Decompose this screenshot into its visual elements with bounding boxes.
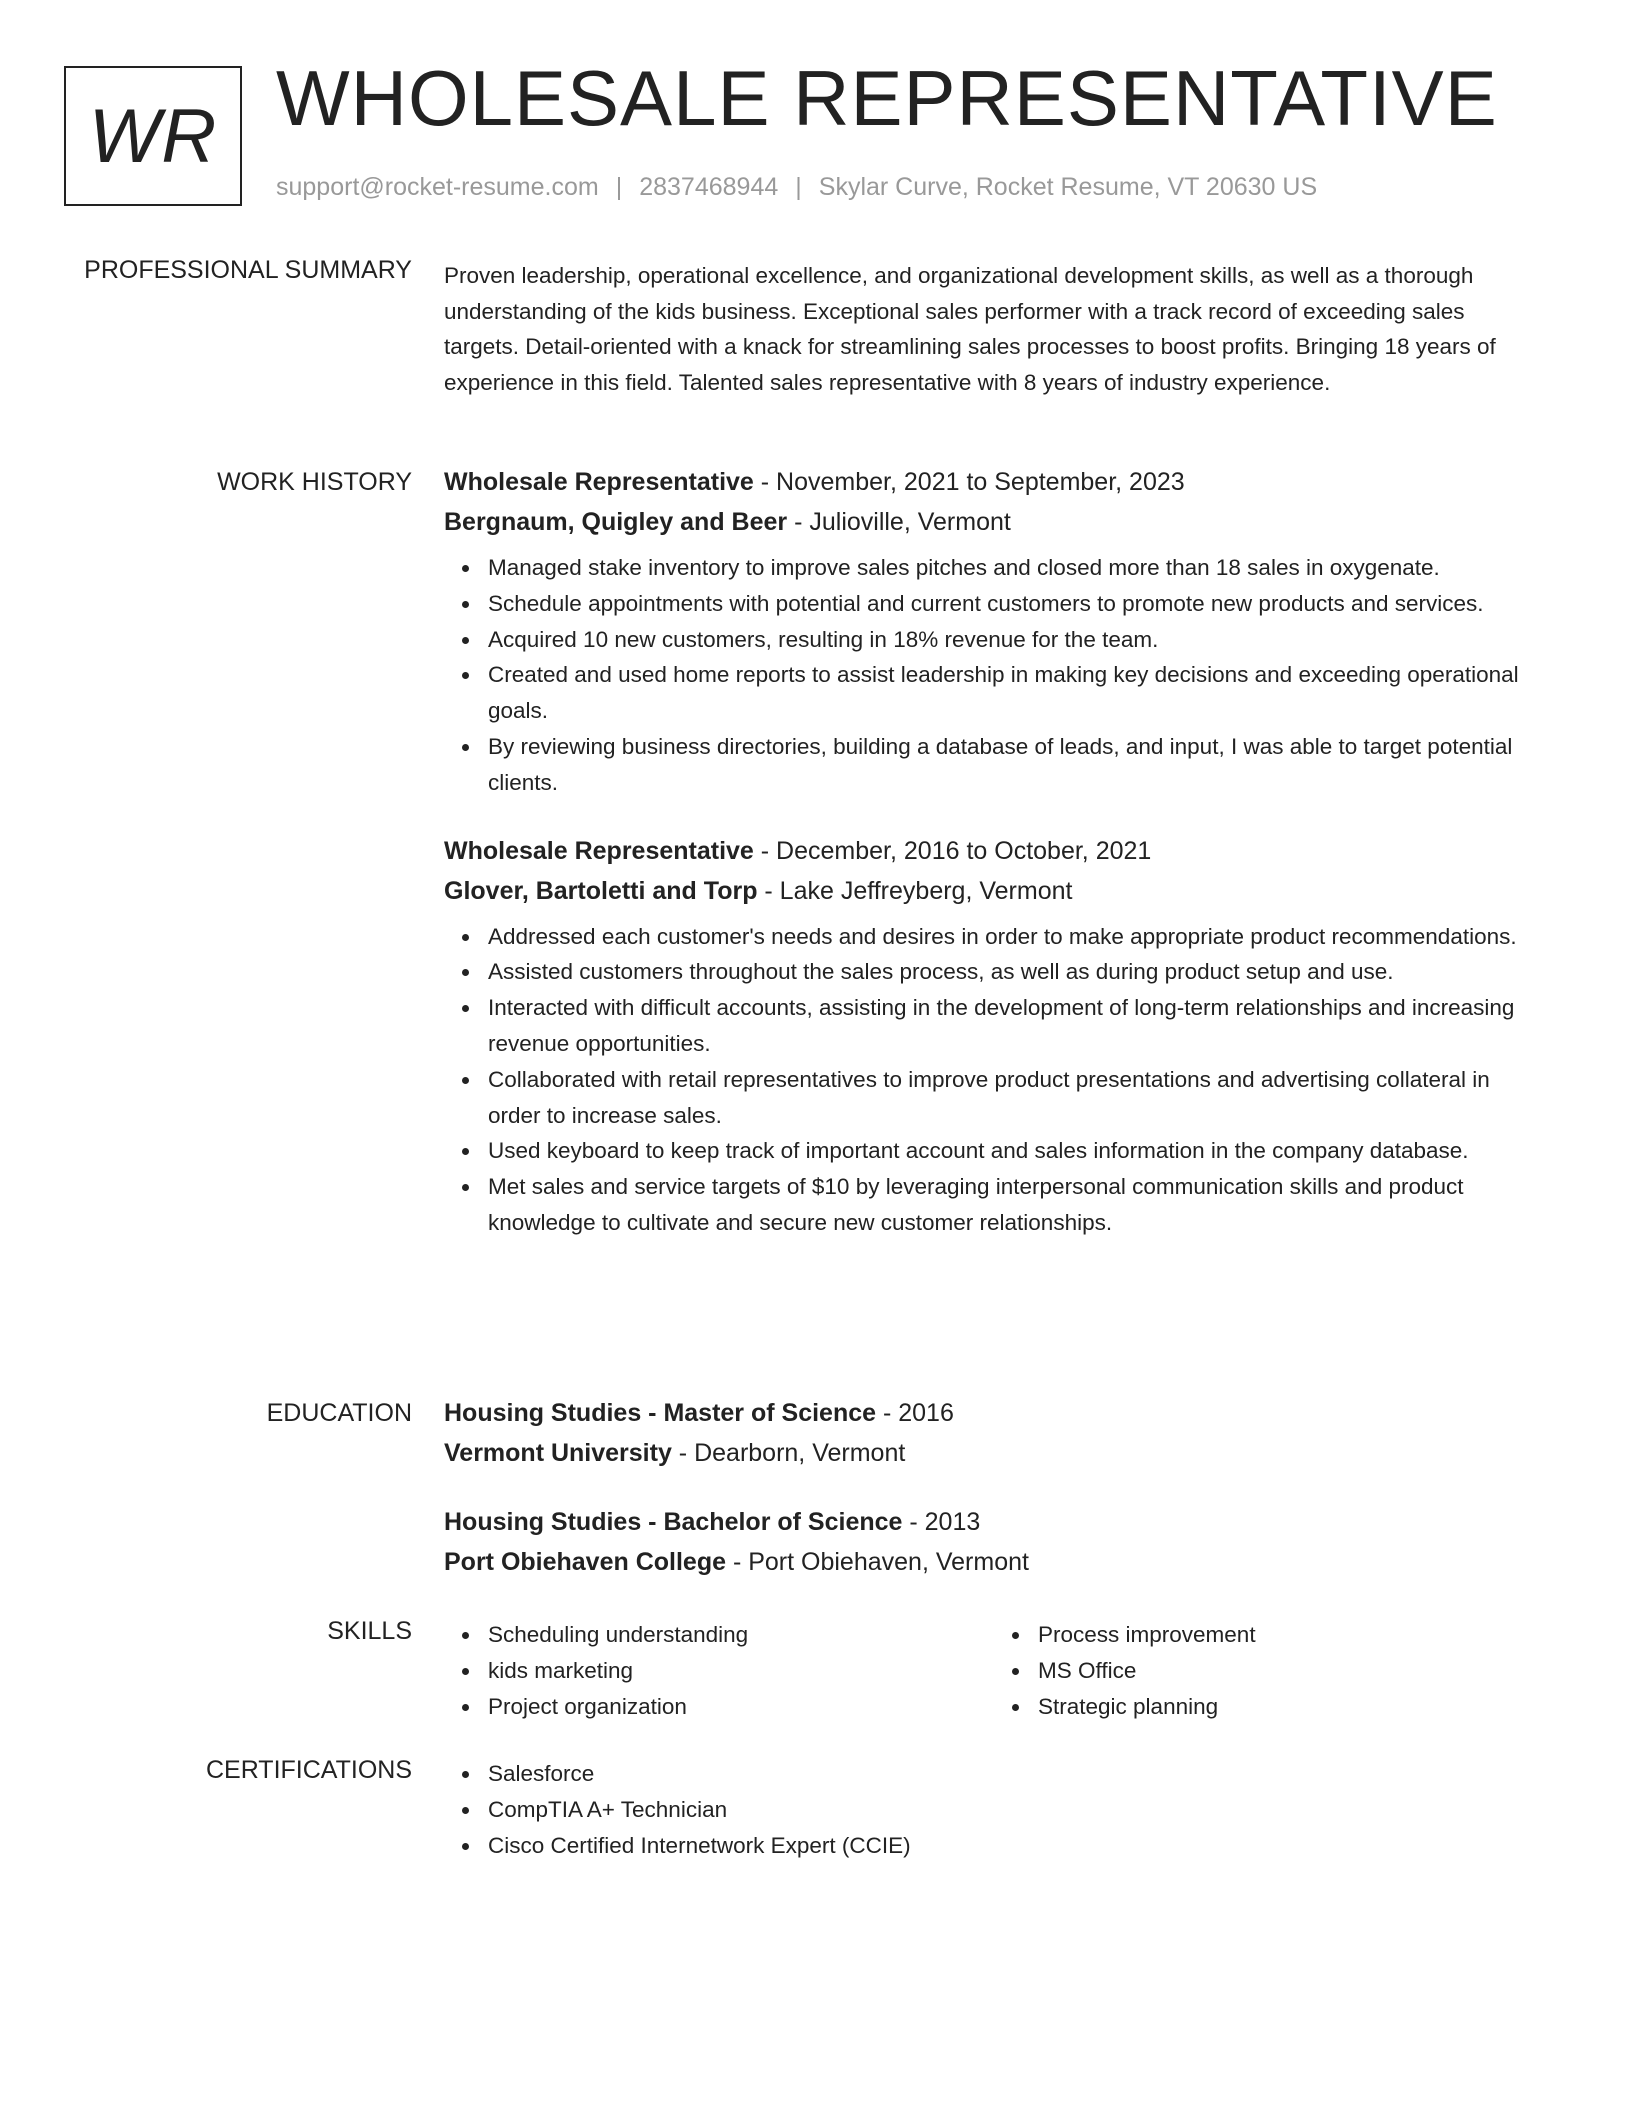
degree: Housing Studies - Bachelor of Science [444,1508,903,1536]
list-item: kids marketing [488,1653,994,1689]
job-title-line [444,462,1544,502]
education-entry [444,1393,1544,1473]
degree-line [444,1502,1544,1542]
skills-list-right [994,1617,1544,1724]
section-heading-work: WORK HISTORY [217,468,412,496]
school-location: - Port Obiehaven, Vermont [726,1548,1029,1576]
school: Port Obiehaven College [444,1548,727,1576]
list-item: Managed stake inventory to improve sales pitches and closed more than 18 sales in oxygenate. [488,550,1544,586]
list-item: Used keyboard to keep track of important account and sales information in the company database. [488,1133,1544,1169]
list-item: Assisted customers throughout the sales process, as well as during product setup and use. [488,954,1544,990]
skills-columns [444,1617,1544,1724]
list-item: Scheduling understanding [488,1617,994,1653]
job-entry [444,831,1544,1241]
contact-separator: | [795,173,802,201]
degree-year: - 2013 [902,1508,981,1536]
job-title-line [444,831,1544,871]
job-company: Glover, Bartoletti and Torp [444,876,758,905]
list-item: Schedule appointments with potential and current customers to promote new products and services. [488,586,1544,622]
school: Vermont University [444,1439,672,1467]
education-entry [444,1502,1544,1582]
contact-phone[interactable]: 2837468944 [639,173,779,201]
list-item: CompTIA A+ Technician [488,1792,1544,1828]
list-item: Cisco Certified Internetwork Expert (CCIE) [488,1828,1544,1864]
job-company: Bergnaum, Quigley and Beer [444,508,788,536]
list-item: Addressed each customer's needs and desires in order to make appropriate product recommendations. [488,919,1544,955]
section-heading-skills: SKILLS [327,1617,412,1645]
contact-separator: | [615,173,623,201]
job-dates: - November, 2021 to September, 2023 [753,468,1185,496]
resume-title: WHOLESALE REPRESENTATIVE [276,54,1498,142]
contact-line [276,173,1317,202]
school-line [444,1542,1544,1582]
job-title: Wholesale Representative [444,836,754,865]
list-item: MS Office [1038,1653,1544,1689]
list-item: Strategic planning [1038,1689,1544,1725]
list-item: Created and used home reports to assist leadership in making key decisions and exceeding operational goals. [488,657,1544,729]
degree: Housing Studies - Master of Science [444,1399,877,1427]
job-dates: - December, 2016 to October, 2021 [753,836,1152,865]
list-item: Salesforce [488,1756,1544,1792]
section-heading-summary: PROFESSIONAL SUMMARY [84,256,412,284]
school-line [444,1433,1544,1473]
list-item: Collaborated with retail representatives to improve product presentations and advertising collateral in order to increase sales. [488,1062,1544,1134]
section-heading-certifications: CERTIFICATIONS [205,1756,412,1784]
summary-text: Proven leadership, operational excellence, and organizational development skills, as well as a thorough understanding of the kids business. Exceptional sales performer with a track record of exceeding sales targets. Detail-oriented with a knack for streamlining sales processes to boost profits. Bringing 18 years of experience in this field. Talented sales representative with 8 years of industry experience. [444,263,1496,395]
contact-email[interactable]: support@rocket-resume.com [276,173,599,201]
list-item: Acquired 10 new customers, resulting in 18% revenue for the team. [488,622,1544,658]
list-item: Process improvement [1038,1617,1544,1653]
skills-list-left [444,1617,994,1724]
list-item: Interacted with difficult accounts, assisting in the development of long-term relationships and increasing revenue opportunities. [488,990,1544,1062]
list-item: Met sales and service targets of $10 by leveraging interpersonal communication skills and product knowledge to cultivate and secure new customer relationships. [488,1169,1544,1241]
job-bullets [444,550,1544,801]
job-company-line [444,502,1544,542]
job-entry [444,462,1544,801]
section-heading-education: EDUCATION [266,1399,412,1427]
certifications-list [444,1756,1544,1863]
job-title: Wholesale Representative [444,468,754,496]
list-item: By reviewing business directories, building a database of leads, and input, I was able to target potential clients. [488,729,1544,801]
monogram-logo: WR [64,66,242,206]
job-location: - Lake Jeffreyberg, Vermont [757,876,1073,905]
list-item: Project organization [488,1689,994,1725]
school-location: - Dearborn, Vermont [671,1439,906,1467]
job-location: - Julioville, Vermont [787,508,1011,536]
contact-address: Skylar Curve, Rocket Resume, VT 20630 US [818,173,1318,201]
degree-line [444,1393,1544,1433]
job-bullets [444,919,1544,1241]
degree-year: - 2016 [876,1399,954,1427]
job-company-line [444,871,1544,911]
